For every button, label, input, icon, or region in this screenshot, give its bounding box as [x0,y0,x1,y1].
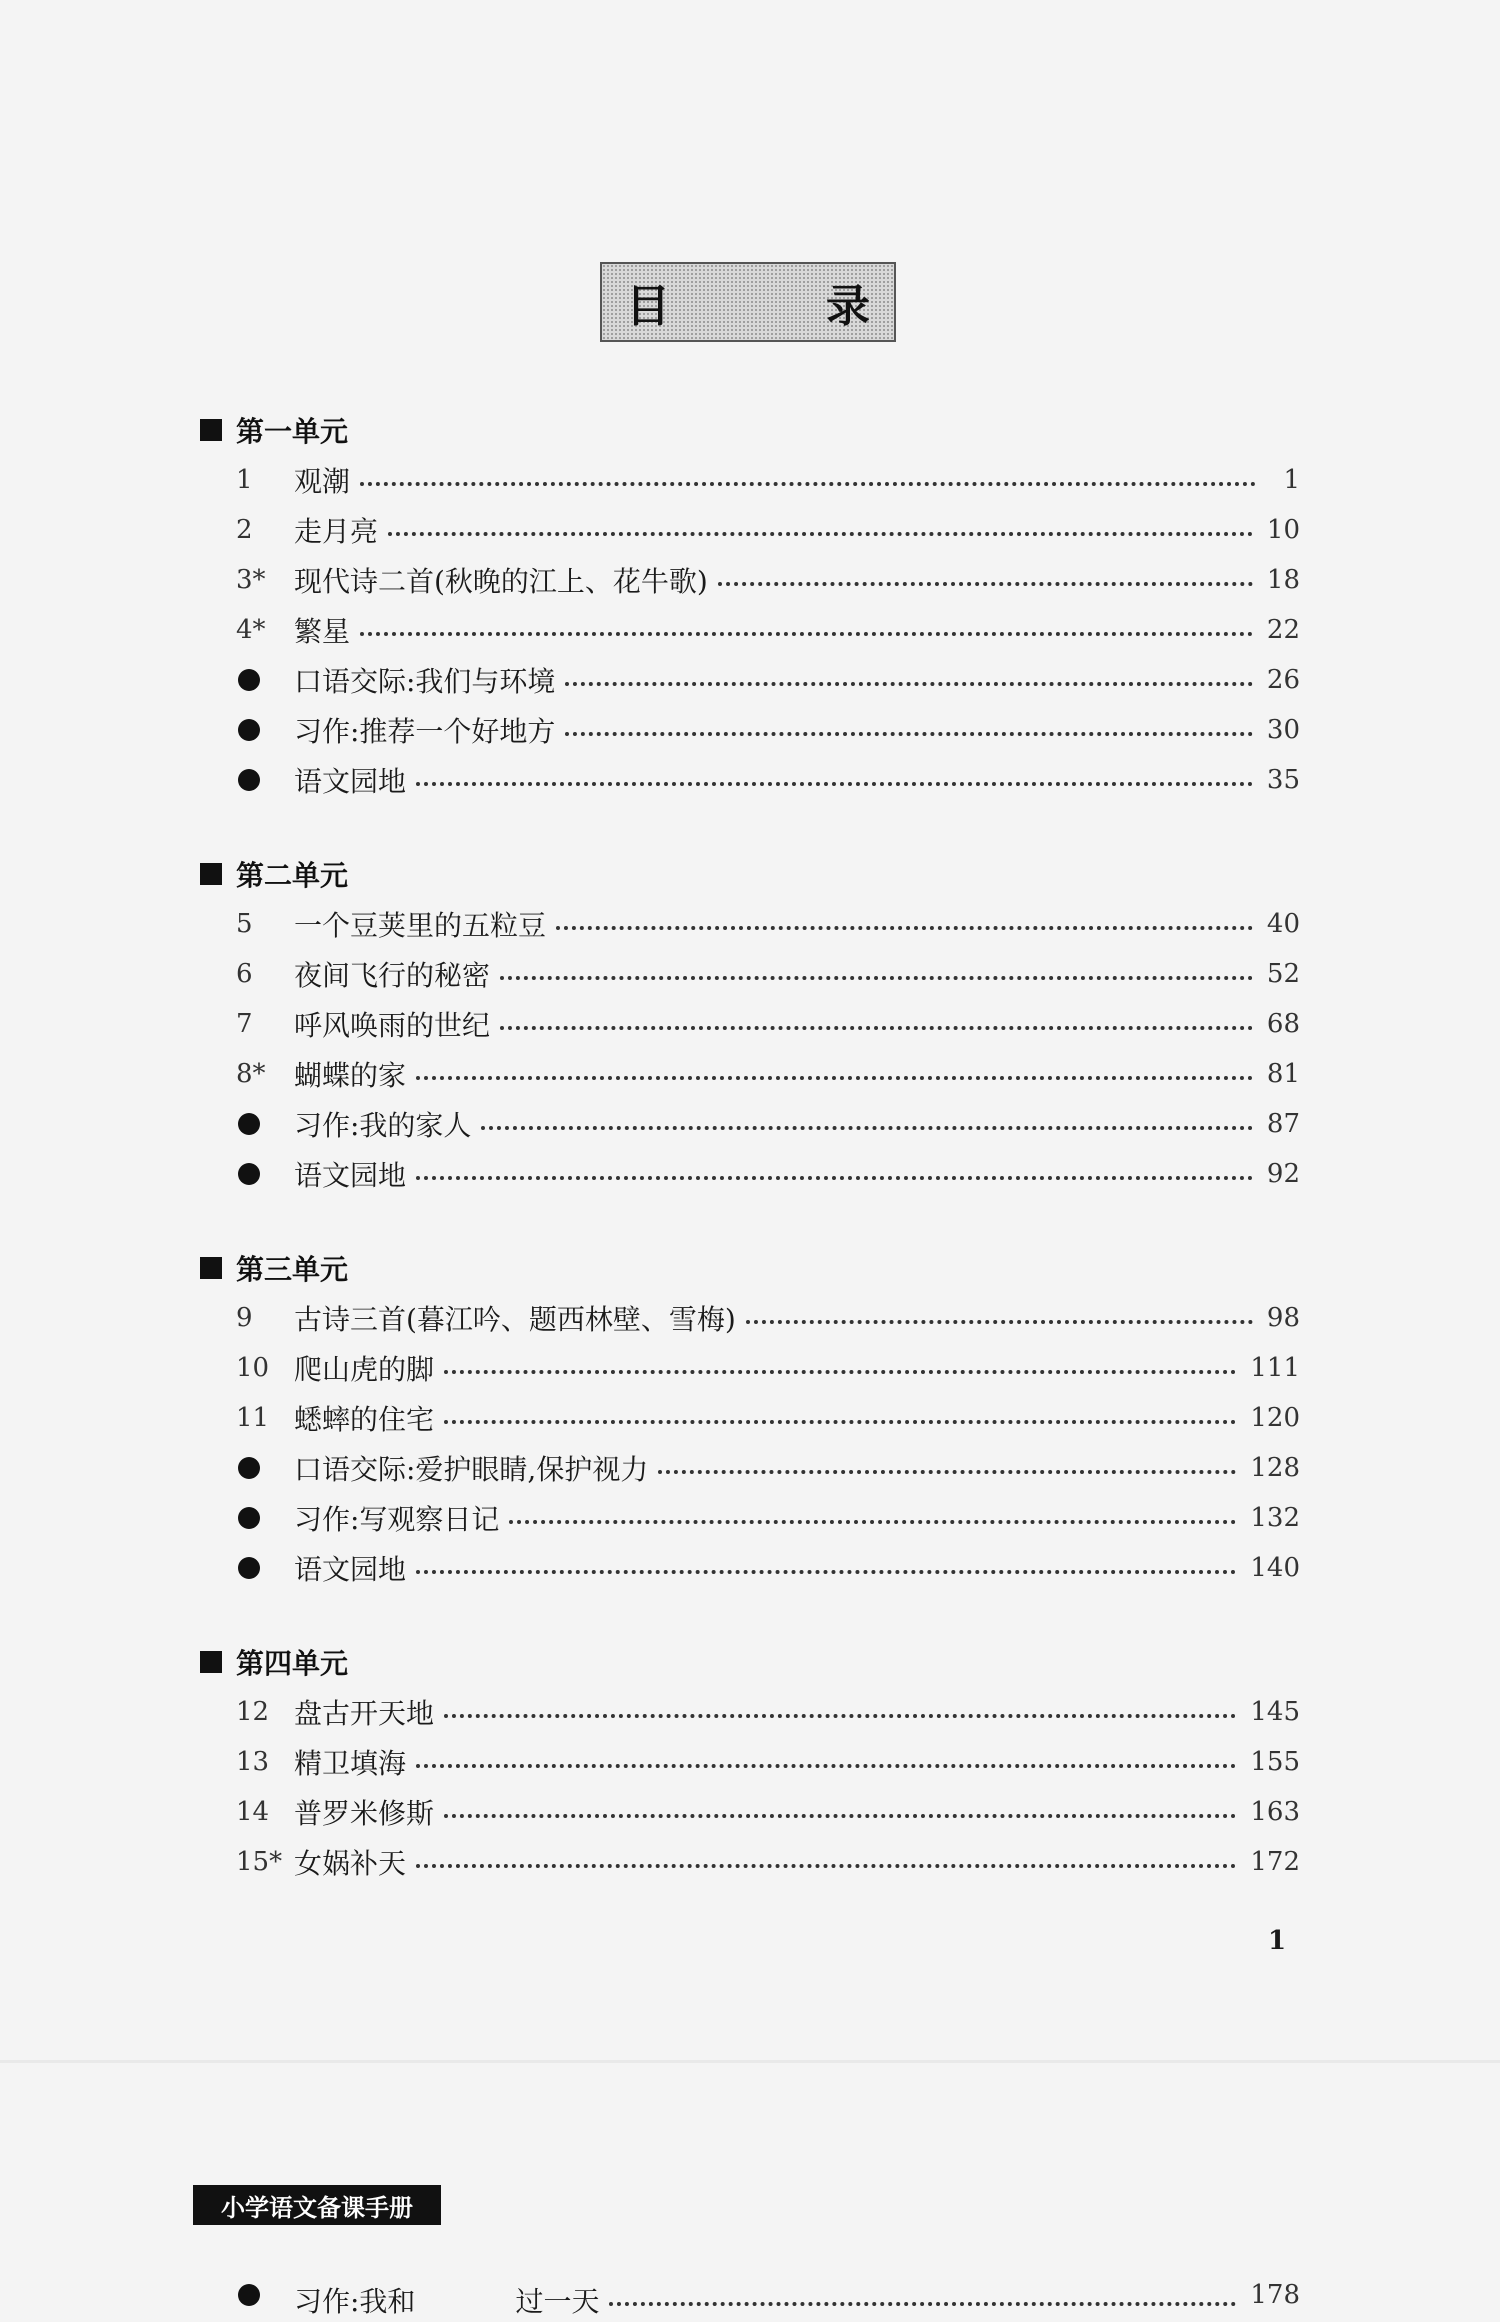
leader-dots [360,482,1256,486]
leader-dots [416,1176,1253,1180]
entry-title: 盘古开天地 [294,1697,435,1730]
entry-title-start: 习作:我和 [294,2285,416,2318]
leader-dots [718,582,1253,586]
entry-title: 走月亮 [294,515,379,548]
lesson-number: 14 [236,1797,270,1827]
toc-entry[interactable] [200,1149,1300,1199]
toc-entry[interactable] [200,555,1300,605]
toc-entry[interactable] [200,1493,1300,1543]
toc-title-char-1: 目 [626,281,670,332]
toc-entry[interactable] [200,1293,1300,1343]
leader-dots [416,1076,1253,1080]
toc-entry[interactable] [200,999,1300,1049]
leader-dots [500,1026,1253,1030]
entry-title: 夜间飞行的秘密 [294,959,491,992]
lesson-number: 15* [236,1847,283,1877]
entry-title: 繁星 [294,615,351,648]
entry-page: 22 [1266,615,1300,645]
toc-entry[interactable] [200,1343,1300,1393]
lesson-number: 2 [236,515,253,545]
entry-title: 口语交际:爱护眼睛,保护视力 [294,1453,649,1486]
toc-entry[interactable] [200,1737,1300,1787]
unit-heading-label: 第四单元 [236,1647,349,1680]
entry-title-end: 过一天 [515,2285,600,2318]
toc-entry[interactable] [200,1393,1300,1443]
leader-dots [609,2302,1236,2306]
leader-dots [556,926,1253,930]
entry-page: 172 [1250,1847,1300,1877]
entry-title: 语文园地 [294,765,407,798]
entry-title: 蟋蟀的住宅 [294,1403,435,1436]
leader-dots [500,976,1253,980]
toc-entry[interactable] [200,1543,1300,1593]
toc-unit [200,1243,1300,1593]
toc-entry[interactable] [200,949,1300,999]
square-bullet-icon [200,1257,222,1279]
leader-dots [416,1570,1236,1574]
leader-dots [444,1420,1236,1424]
leader-dots [444,1714,1236,1718]
toc-title-char-2: 录 [826,281,870,332]
leader-dots [360,632,1253,636]
lesson-number: 7 [236,1009,253,1039]
page-separator [0,2060,1500,2063]
toc-entry[interactable] [200,1443,1300,1493]
toc-entry[interactable] [200,605,1300,655]
entry-title: 古诗三首(暮江吟、题西林壁、雪梅) [294,1303,736,1336]
unit-heading [200,1243,1300,1293]
entry-title: 口语交际:我们与环境 [294,665,556,698]
entry-title: 习作:推荐一个好地方 [294,715,556,748]
leader-dots [388,532,1253,536]
entry-title: 蝴蝶的家 [294,1059,407,1092]
leader-dots [444,1370,1236,1374]
entry-page: 81 [1266,1059,1300,1089]
lesson-number: 13 [236,1747,270,1777]
lesson-number: 10 [236,1353,270,1383]
toc-entry[interactable] [200,755,1300,805]
entry-page: 140 [1250,1553,1300,1583]
entry-title: 观潮 [294,465,351,498]
toc-title-box [600,262,896,342]
leader-dots [509,1520,1236,1524]
book-tag: 小学语文备课手册 [193,2185,441,2225]
bullet-icon [236,1507,294,1529]
toc-entry[interactable] [200,1049,1300,1099]
entry-title: 呼风唤雨的世纪 [294,1009,491,1042]
entry-page: 120 [1250,1403,1300,1433]
entry-page: 35 [1266,765,1300,795]
toc-unit [200,405,1300,805]
entry-page: 10 [1266,515,1300,545]
entry-page: 40 [1266,909,1300,939]
entry-title: 语文园地 [294,1553,407,1586]
lesson-number: 9 [236,1303,253,1333]
unit-heading [200,849,1300,899]
entry-title: 语文园地 [294,1159,407,1192]
unit-heading [200,405,1300,455]
bullet-icon [236,2280,294,2306]
toc-unit [200,1637,1300,1887]
toc-entry[interactable] [200,655,1300,705]
lesson-number: 12 [236,1697,270,1727]
bullet-icon [236,1457,294,1479]
entry-page: 163 [1250,1797,1300,1827]
entry-page: 26 [1266,665,1300,695]
leader-dots [658,1470,1236,1474]
square-bullet-icon [200,419,222,441]
unit-heading-label: 第二单元 [236,859,349,892]
entry-title: 一个豆荚里的五粒豆 [294,909,547,942]
entry-page: 132 [1250,1503,1300,1533]
toc-entry[interactable] [200,1837,1300,1887]
leader-dots [746,1320,1253,1324]
leader-dots [481,1126,1252,1130]
bullet-icon [236,1163,294,1185]
toc-entry[interactable] [200,899,1300,949]
lesson-number: 8* [236,1059,266,1089]
toc-entry[interactable] [200,1787,1300,1837]
unit-heading-label: 第三单元 [236,1253,349,1286]
toc-entry[interactable] [200,455,1300,505]
bullet-icon [236,1557,294,1579]
toc-entry[interactable] [200,705,1300,755]
table-of-contents [200,405,1300,1931]
leader-dots [444,1814,1236,1818]
entry-page: 52 [1266,959,1300,989]
entry-page: 87 [1266,1109,1300,1139]
bullet-icon [236,669,294,691]
toc-entry[interactable] [200,1687,1300,1737]
bullet-icon [236,719,294,741]
leader-dots [416,1764,1236,1768]
lesson-number: 4* [236,615,266,645]
entry-page: 98 [1266,1303,1300,1333]
unit-heading-label: 第一单元 [236,415,349,448]
entry-page: 30 [1266,715,1300,745]
entry-page: 178 [1250,2280,1300,2310]
leader-dots [565,682,1252,686]
entry-title: 爬山虎的脚 [294,1353,435,1386]
entry-title: 习作:我的家人 [294,1109,472,1142]
entry-page: 145 [1250,1697,1300,1727]
lesson-number: 3* [236,565,266,595]
entry-page: 92 [1266,1159,1300,1189]
square-bullet-icon [200,1651,222,1673]
entry-page: 128 [1250,1453,1300,1483]
bullet-icon [236,769,294,791]
entry-page: 1 [1283,465,1300,495]
square-bullet-icon [200,863,222,885]
entry-page: 155 [1250,1747,1300,1777]
toc-unit [200,849,1300,1199]
entry-page: 111 [1250,1353,1300,1383]
entry-title: 女娲补天 [294,1847,407,1880]
lesson-number: 5 [236,909,253,939]
entry-page: 18 [1266,565,1300,595]
entry-page: 68 [1266,1009,1300,1039]
page-number: 1 [1268,1926,1287,1956]
leader-dots [416,782,1253,786]
leader-dots [565,732,1252,736]
entry-title: 普罗米修斯 [294,1797,435,1830]
entry-title: 现代诗二首(秋晚的江上、花牛歌) [294,565,708,598]
lesson-number: 11 [236,1403,270,1433]
next-page-entry [236,2268,1300,2318]
lesson-number: 1 [236,465,253,495]
leader-dots [416,1864,1236,1868]
entry-title: 精卫填海 [294,1747,407,1780]
lesson-number: 6 [236,959,253,989]
entry-title: 习作:写观察日记 [294,1503,500,1536]
toc-entry[interactable] [200,505,1300,555]
bullet-icon [236,1113,294,1135]
unit-heading [200,1637,1300,1687]
toc-entry[interactable] [200,1099,1300,1149]
